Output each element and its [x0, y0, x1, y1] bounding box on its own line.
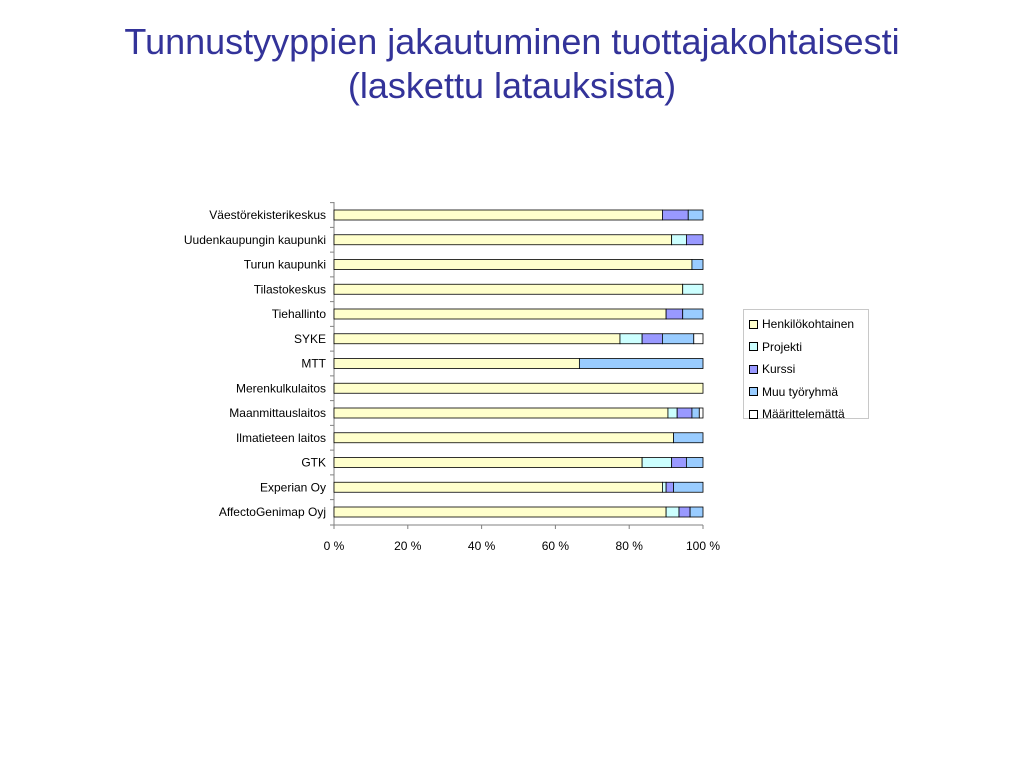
legend-swatch: [749, 320, 758, 329]
bar-segment-kurssi: [672, 458, 687, 468]
bar-segment-henkil-kohtainen: [334, 383, 703, 393]
bar-segment-muu-ty-ryhm-: [673, 482, 703, 492]
bar-segment-kurssi: [686, 235, 703, 245]
legend-item: [749, 381, 868, 404]
bar-segment-muu-ty-ryhm-: [673, 433, 703, 443]
chart-legend: [743, 309, 869, 422]
bar-segment-henkil-kohtainen: [334, 235, 672, 245]
category-label: Merenkulkulaitos: [235, 381, 326, 396]
legend-label: Projekti: [762, 339, 803, 354]
category-label: Maanmittauslaitos: [229, 406, 326, 420]
legend-label: Henkilökohtainen: [762, 317, 855, 332]
bar-segment-muu-ty-ryhm-: [692, 260, 703, 270]
bar-segment-henkil-kohtainen: [334, 359, 579, 369]
bar-segment-muu-ty-ryhm-: [686, 458, 703, 468]
bar-segment-henkil-kohtainen: [334, 507, 666, 517]
legend-swatch: [749, 410, 758, 419]
x-tick-label: 60 %: [541, 539, 570, 553]
bar-segment-kurssi: [677, 408, 692, 418]
legend-item: [749, 336, 868, 359]
x-tick-label: 0 %: [323, 539, 345, 553]
bar-segment-kurssi: [662, 210, 688, 220]
bar-segment-muu-ty-ryhm-: [579, 359, 703, 369]
bar-segment-muu-ty-ryhm-: [662, 334, 693, 344]
category-label: SYKE: [293, 331, 326, 346]
category-label: Turun kaupunki: [243, 257, 326, 272]
category-label: Experian Oy: [259, 480, 326, 495]
title-line-1: Tunnustyyppien jakautuminen tuottajakohtaisesti: [124, 21, 900, 62]
category-label: AffectoGenimap Oyj: [218, 505, 326, 519]
legend-item: [749, 403, 868, 426]
category-label: Tiehallinto: [271, 307, 326, 321]
legend-label: Määrittelemättä: [762, 407, 845, 422]
x-tick-label: 100 %: [685, 539, 721, 553]
bar-segment-projekti: [683, 284, 703, 294]
bar-segment-muu-ty-ryhm-: [690, 507, 703, 517]
bar-segment-henkil-kohtainen: [334, 458, 642, 468]
bar-segment-henkil-kohtainen: [334, 210, 662, 220]
bar-segment-henkil-kohtainen: [334, 334, 620, 344]
bar-segment-henkil-kohtainen: [334, 408, 668, 418]
legend-swatch: [749, 342, 758, 351]
bar-segment-projekti: [666, 507, 679, 517]
category-label: MTT: [301, 356, 326, 371]
legend-swatch: [749, 365, 758, 374]
category-label: GTK: [301, 455, 326, 470]
bar-segment-henkil-kohtainen: [334, 284, 683, 294]
bar-segment-henkil-kohtainen: [334, 433, 673, 443]
category-label: Uudenkaupungin kaupunki: [183, 232, 326, 247]
bar-segment-projekti: [668, 408, 677, 418]
bar-segment-m-rittelem-tt-: [699, 408, 703, 418]
bar-segment-projekti: [620, 334, 642, 344]
bar-segment-kurssi: [642, 334, 662, 344]
bar-segment-projekti: [662, 482, 666, 492]
legend-label: Muu työryhmä: [762, 384, 839, 399]
bar-segment-henkil-kohtainen: [334, 482, 662, 492]
bar-segment-kurssi: [666, 309, 683, 319]
legend-label: Kurssi: [762, 362, 796, 377]
bar-segment-projekti: [672, 235, 687, 245]
bar-segment-muu-ty-ryhm-: [688, 210, 703, 220]
bar-segment-kurssi: [666, 482, 673, 492]
bar-segment-kurssi: [679, 507, 690, 517]
category-label: Tilastokeskus: [253, 282, 326, 297]
bar-segment-henkil-kohtainen: [334, 260, 692, 270]
bar-segment-muu-ty-ryhm-: [683, 309, 703, 319]
legend-item: [749, 313, 868, 336]
bar-segment-henkil-kohtainen: [334, 309, 666, 319]
x-tick-label: 40 %: [467, 539, 496, 553]
legend-item: [749, 358, 868, 381]
legend-swatch: [749, 387, 758, 396]
bar-segment-projekti: [642, 458, 672, 468]
category-label: Ilmatieteen laitos: [235, 430, 326, 445]
bar-segment-muu-ty-ryhm-: [692, 408, 699, 418]
title-line-2: (laskettu latauksista): [347, 65, 677, 106]
x-tick-label: 80 %: [615, 539, 643, 553]
bar-segment-m-rittelem-tt-: [694, 334, 703, 344]
x-tick-label: 20 %: [394, 539, 422, 553]
category-label: Väestörekisterikeskus: [209, 208, 326, 222]
